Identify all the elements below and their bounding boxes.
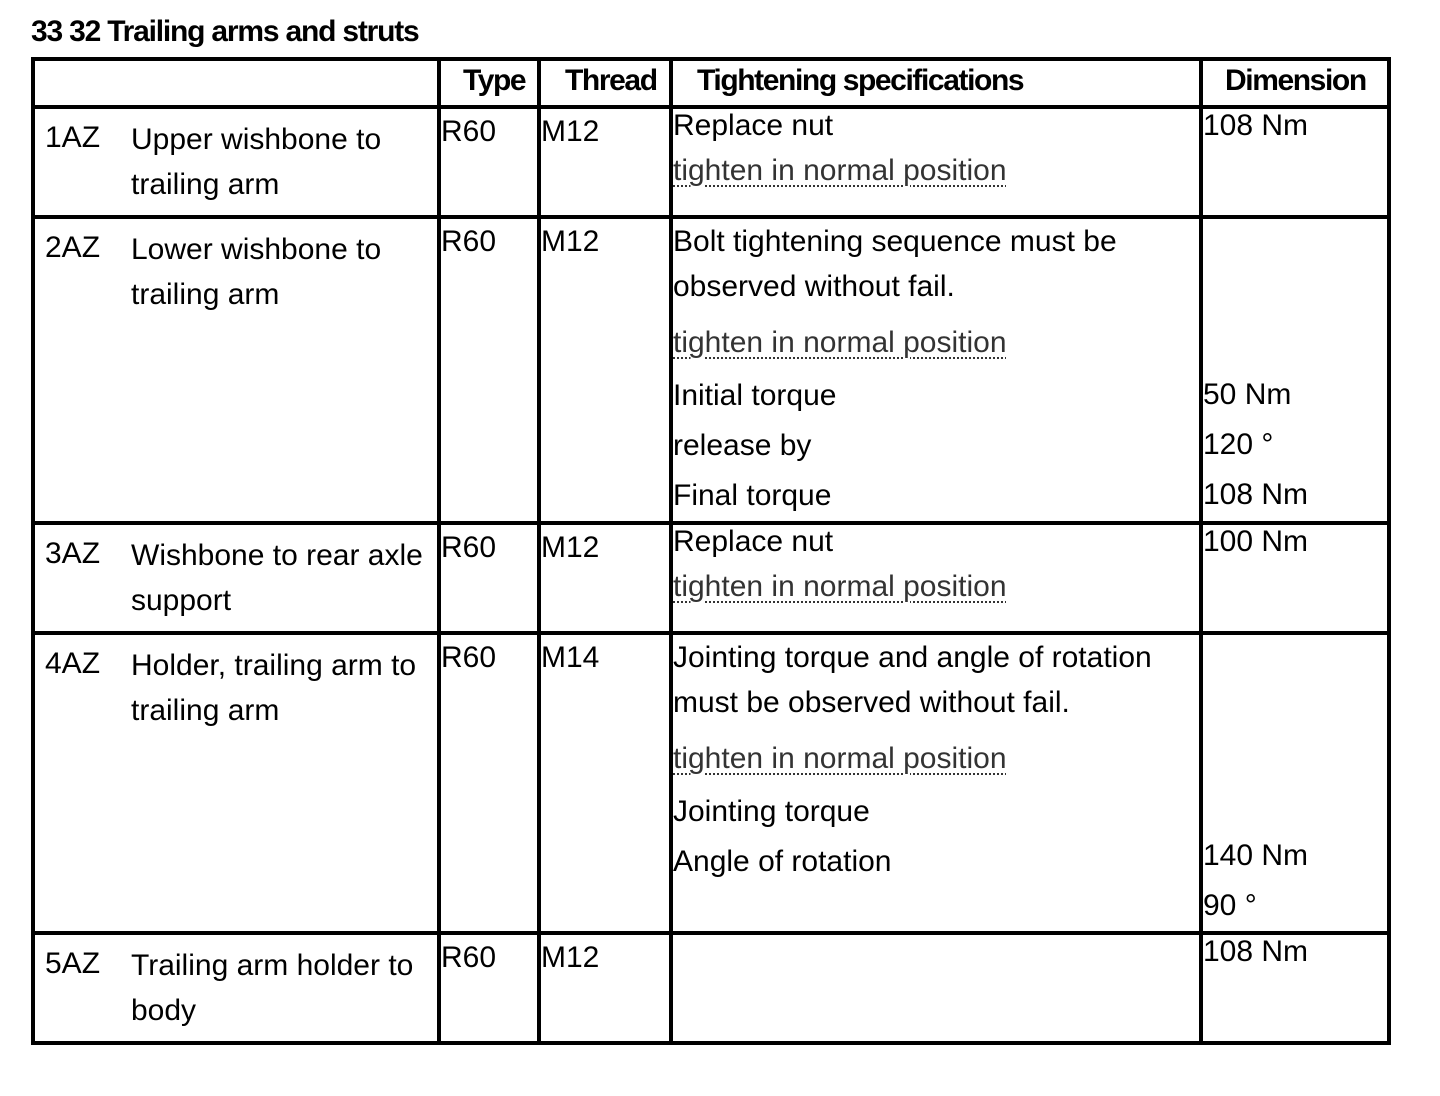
- spec-cell: [671, 217, 1201, 523]
- tighten-link[interactable]: tighten in normal position: [673, 742, 1007, 775]
- part-code: 5AZ: [45, 947, 101, 980]
- dimension-value: 90 °: [1203, 889, 1257, 922]
- dimension-value: 140 Nm: [1203, 839, 1309, 872]
- part-code: 2AZ: [45, 231, 101, 264]
- type-cell: R60: [439, 217, 539, 523]
- type-cell: R60: [439, 523, 539, 633]
- dimension-value: 108 Nm: [1203, 109, 1309, 142]
- part-cell: [33, 217, 439, 523]
- spec-table: [31, 57, 1391, 1045]
- tighten-link[interactable]: tighten in normal position: [673, 570, 1007, 603]
- spec-cell: [671, 523, 1201, 633]
- part-cell: [33, 933, 439, 1043]
- dimension-value: 108 Nm: [1203, 935, 1309, 968]
- type-cell: R60: [439, 633, 539, 933]
- spec-step: Angle of rotation: [673, 845, 892, 878]
- header-thread: Thread: [539, 59, 671, 107]
- header-part: [33, 59, 439, 107]
- spec-step: release by: [673, 429, 812, 462]
- header-type: Type: [439, 59, 539, 107]
- spec-cell: [671, 633, 1201, 933]
- table-row: [33, 933, 1389, 1043]
- dimension-value: 120 °: [1203, 428, 1274, 461]
- part-description: Upper wishbone to trailing arm: [131, 123, 382, 201]
- thread-cell: M12: [539, 107, 671, 217]
- dimension-value: 108 Nm: [1203, 478, 1309, 511]
- spec-cell: [671, 107, 1201, 217]
- dimension-cell: [1201, 933, 1389, 1043]
- spec-step: Jointing torque: [673, 795, 870, 828]
- type-cell: R60: [439, 933, 539, 1043]
- dimension-value: 100 Nm: [1203, 525, 1309, 558]
- part-description: Wishbone to rear axle support: [131, 539, 423, 617]
- spec-step: Initial torque: [673, 379, 837, 412]
- dimension-cell: [1201, 217, 1389, 523]
- tighten-link[interactable]: tighten in normal position: [673, 326, 1007, 359]
- part-cell: [33, 107, 439, 217]
- table-row: [33, 523, 1389, 633]
- part-description: Lower wishbone to trailing arm: [131, 233, 382, 311]
- part-code: 4AZ: [45, 647, 101, 680]
- thread-cell: M14: [539, 633, 671, 933]
- dimension-value: 50 Nm: [1203, 378, 1292, 411]
- page-title: 33 32 Trailing arms and struts: [31, 15, 419, 48]
- part-cell: [33, 633, 439, 933]
- spec-step: Replace nut: [673, 109, 834, 142]
- part-code: 3AZ: [45, 537, 101, 570]
- type-cell: R60: [439, 107, 539, 217]
- dimension-cell: [1201, 107, 1389, 217]
- header-row: [33, 59, 1389, 107]
- thread-cell: M12: [539, 523, 671, 633]
- thread-cell: M12: [539, 217, 671, 523]
- part-description: Trailing arm holder to body: [131, 949, 414, 1027]
- part-code: 1AZ: [45, 121, 101, 154]
- table-row: [33, 107, 1389, 217]
- spec-step: Replace nut: [673, 525, 834, 558]
- header-dimension: Dimension: [1201, 59, 1389, 107]
- table-row: [33, 633, 1389, 933]
- part-description: Holder, trailing arm to trailing arm: [131, 649, 417, 727]
- tighten-link[interactable]: tighten in normal position: [673, 154, 1007, 187]
- spec-cell: [671, 933, 1201, 1043]
- table-row: [33, 217, 1389, 523]
- spec-note: Bolt tightening sequence must be observed without fail.: [673, 225, 1117, 303]
- thread-cell: M12: [539, 933, 671, 1043]
- header-spec: Tightening specifications: [671, 59, 1201, 107]
- part-cell: [33, 523, 439, 633]
- spec-note: Jointing torque and angle of rotation must be observed without fail.: [673, 641, 1152, 719]
- spec-step: Final torque: [673, 479, 832, 512]
- dimension-cell: [1201, 633, 1389, 933]
- dimension-cell: [1201, 523, 1389, 633]
